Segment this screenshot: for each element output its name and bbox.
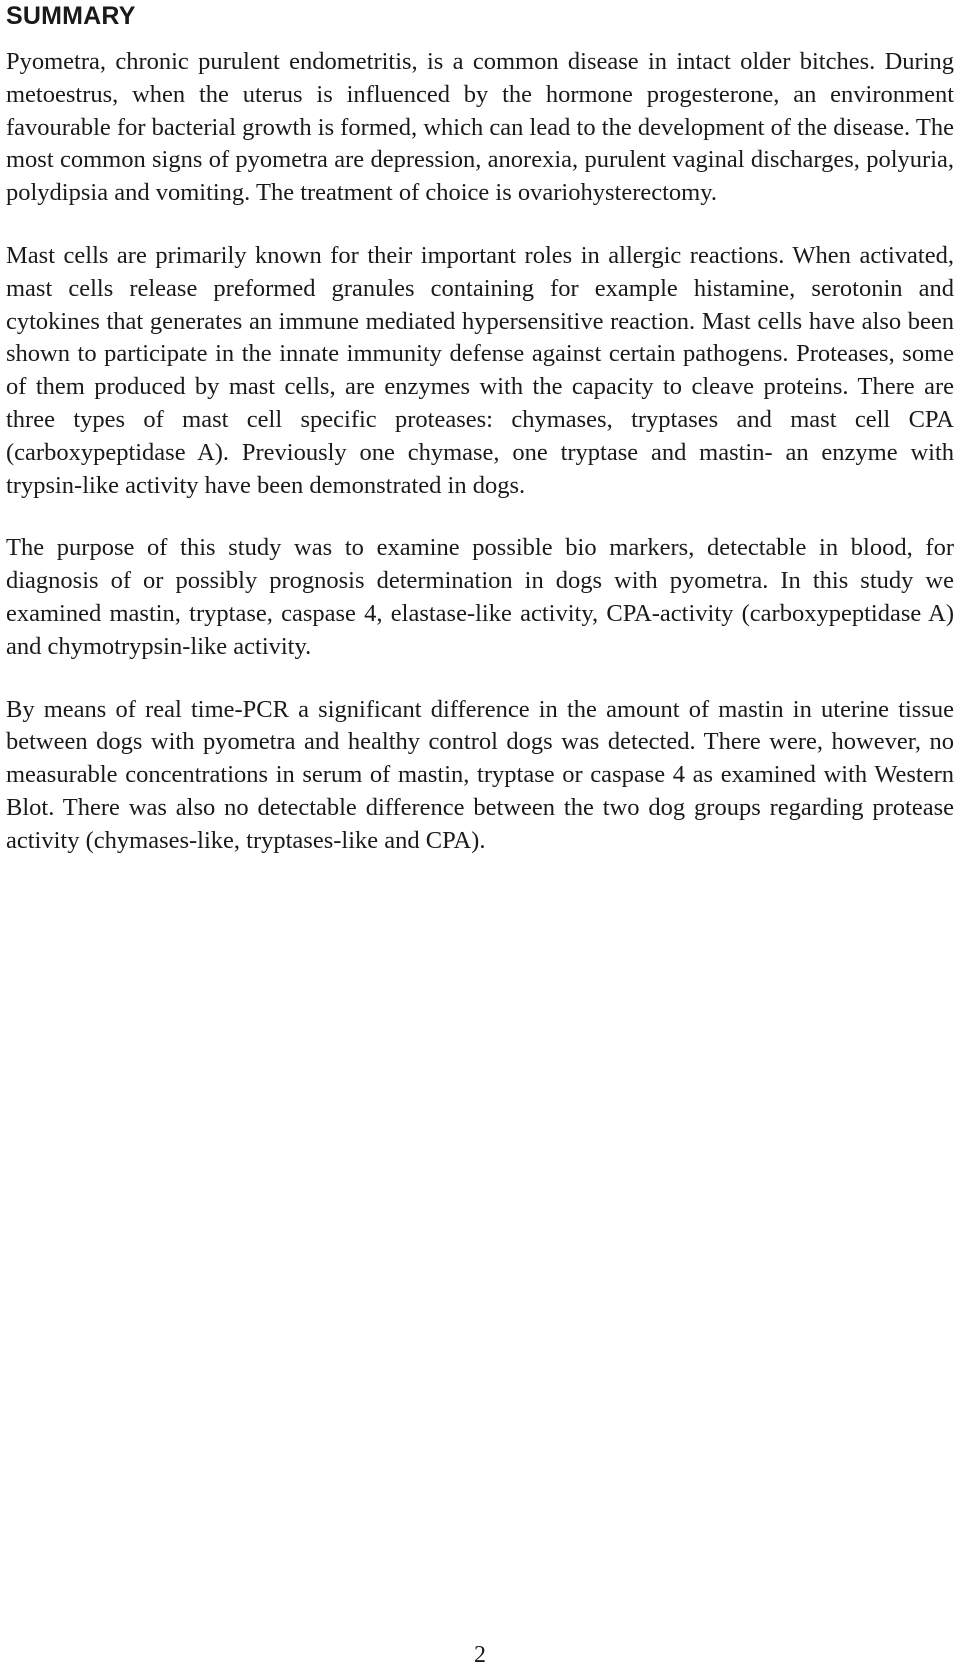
paragraph-purpose: The purpose of this study was to examine possible bio markers, detectable in blood, for diagnosis of or possibly prognosis determination in dogs with pyometra. In this study we examined mastin, tryptase, caspase 4, elastase-like activity, CPA-activity (carboxypeptidase A) and chymotrypsin-like activity. bbox=[6, 534, 954, 660]
paragraph-pyometra: Pyometra, chronic purulent endometritis, is a common disease in intact older bitches. During metoestrus, when the uterus is influenced by the hormone progesterone, an environment favourable for bacterial growth is formed, which can lead to the development of the disease. The most common signs of pyometra are depression, anorexia, purulent vaginal discharges, polyuria, polydipsia and vomiting. The treatment of choice is ovariohysterectomy. bbox=[6, 48, 954, 207]
document-page bbox=[6, 0, 954, 888]
page-number: 2 bbox=[474, 1642, 486, 1668]
paragraph-results: By means of real time-PCR a significant difference in the amount of mastin in uterine tissue between dogs with pyometra and healthy control dogs was detected. There were, however, no measurable concentrations in serum of mastin, tryptase or caspase 4 as examined with Western Blot. There was also no detectable difference between the two dog groups regarding protease activity (chymases-like, tryptases-like and CPA). bbox=[6, 695, 954, 854]
section-heading: SUMMARY bbox=[6, 2, 136, 30]
paragraph-mast-cells: Mast cells are primarily known for their important roles in allergic reactions. When activated, mast cells release preformed granules containing for example histamine, serotonin and cytokines that generates an immune mediated hypersensitive reaction. Mast cells have also been shown to participate in the innate immunity defense against certain pathogens. Proteases, some of them produced by mast cells, are enzymes with the capacity to cleave proteins. There are three types of mast cell specific proteases: chymases, tryptases and mast cell CPA (carboxypeptidase A). Previously one chymase, one tryptase and mastin- an enzyme with trypsin-like activity have been demonstrated in dogs. bbox=[6, 241, 954, 499]
